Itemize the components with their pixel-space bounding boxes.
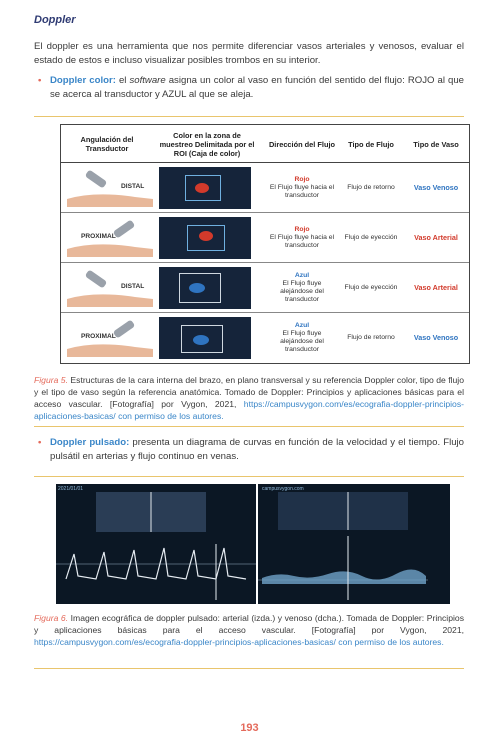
table-header [61, 125, 469, 163]
doppler-arterial-image: 2021/01/01 [56, 484, 256, 604]
flow-cell: Flujo de retorno [347, 334, 395, 341]
bullet-lead: Doppler color: [50, 75, 116, 86]
position-label: PROXIMAL [81, 333, 116, 340]
vessel-cell: Vaso Arterial [414, 233, 458, 242]
bullet-icon: • [38, 437, 42, 448]
position-label: PROXIMAL [81, 233, 116, 240]
table-row [61, 313, 469, 363]
flow-cell: Flujo de eyección [344, 234, 398, 241]
direction-cell: Azul El Flujo fluye alejándose del transductor [280, 322, 324, 353]
bullet-doppler-pulsado: • Doppler pulsado: presenta un diagrama de curvas en función de la velocidad y el tiempo. Flujo pulsátil en arterias y flujo continuo en venas. [38, 437, 465, 462]
header-angle: Angulación del Transductor [80, 135, 134, 153]
vessel-cell: Vaso Venoso [413, 333, 459, 342]
vessel-cell: Vaso Arterial [414, 283, 458, 292]
ultrasound-image [159, 317, 251, 359]
table-row [61, 163, 469, 213]
ultrasound-image [159, 267, 251, 309]
figure-5-link[interactable]: https://campusvygon.com/es/ecografia-doppler-principios-aplicaciones-basicas/ con permiso de los autores. [34, 399, 464, 421]
vessel-cell: Vaso Venoso [413, 183, 459, 192]
table-row [61, 213, 469, 263]
divider [34, 668, 464, 669]
divider [34, 476, 464, 477]
doppler-table [60, 124, 470, 364]
position-label: DISTAL [121, 183, 145, 190]
doppler-venous-image: campusvygon.com [258, 484, 450, 604]
venous-waveform [258, 484, 450, 604]
table-row [61, 263, 469, 313]
direction-cell: Rojo El Flujo fluye hacia el transductor [269, 226, 335, 249]
divider [34, 116, 464, 117]
arterial-waveform [56, 484, 256, 604]
direction-cell: Azul El Flujo fluye alejándose del transductor [280, 272, 324, 303]
header-vessel: Tipo de Vaso [413, 139, 459, 149]
bullet-lead: Doppler pulsado: [50, 437, 130, 448]
header-direction: Dirección del Flujo [268, 139, 336, 149]
section-title: Doppler [34, 14, 76, 26]
figure-6-link[interactable]: https://campusvygon.com/es/ecografia-doppler-principios-aplicaciones-basicas/ con permiso de los autores. [34, 637, 444, 647]
ultrasound-image [159, 217, 251, 259]
direction-cell: Rojo El Flujo fluye hacia el transductor [269, 176, 335, 199]
flow-cell: Flujo de eyección [344, 284, 398, 291]
ultrasound-image [159, 167, 251, 209]
position-label: DISTAL [121, 283, 145, 290]
header-color: Color en la zona de muestreo Delimitada por el ROI (Caja de color) [159, 130, 255, 158]
header-flow: Tipo de Flujo [348, 139, 394, 149]
bullet-doppler-color: • Doppler color: el software asigna un color al vaso en función del sentido del flujo: ROJO al que se acerca al transductor y AZUL al que se aleja. [38, 75, 464, 100]
bullet-icon: • [38, 75, 42, 86]
intro-paragraph: El doppler es una herramienta que nos permite diferenciar vasos arteriales y venosos, evaluar el estado de estos e incluso visualizar posibles trombos en su interior. [34, 41, 464, 66]
page-number: 193 [240, 722, 259, 734]
flow-cell: Flujo de retorno [347, 184, 395, 191]
figure-5-caption: Figura 5. Estructuras de la cara interna del brazo, en plano transversal y su referencia Doppler color, tipo de flujo y el tipo de vaso según la referencia anatómica. Tomado de Doppler: Principios y aplicaciones básicas para el acceso vascular. [Fotografía] por Vygon, 2021, https://campusvygon.com/es/ecografia-doppler-principios-aplicaciones-basicas/ con permiso de los autores. [34, 375, 464, 421]
divider [34, 426, 464, 427]
figure-6-caption: Figura 6. Imagen ecográfica de doppler pulsado: arterial (izda.) y venoso (dcha.). Tomada de Doppler: Principios y aplicaciones básicas para el acceso vascular. [Fotografía] por Vygon, 2021, https://campusvygon.com/es/ecografia-doppler-principios-aplicaciones-basicas/ con permiso de los autores. [34, 613, 464, 647]
